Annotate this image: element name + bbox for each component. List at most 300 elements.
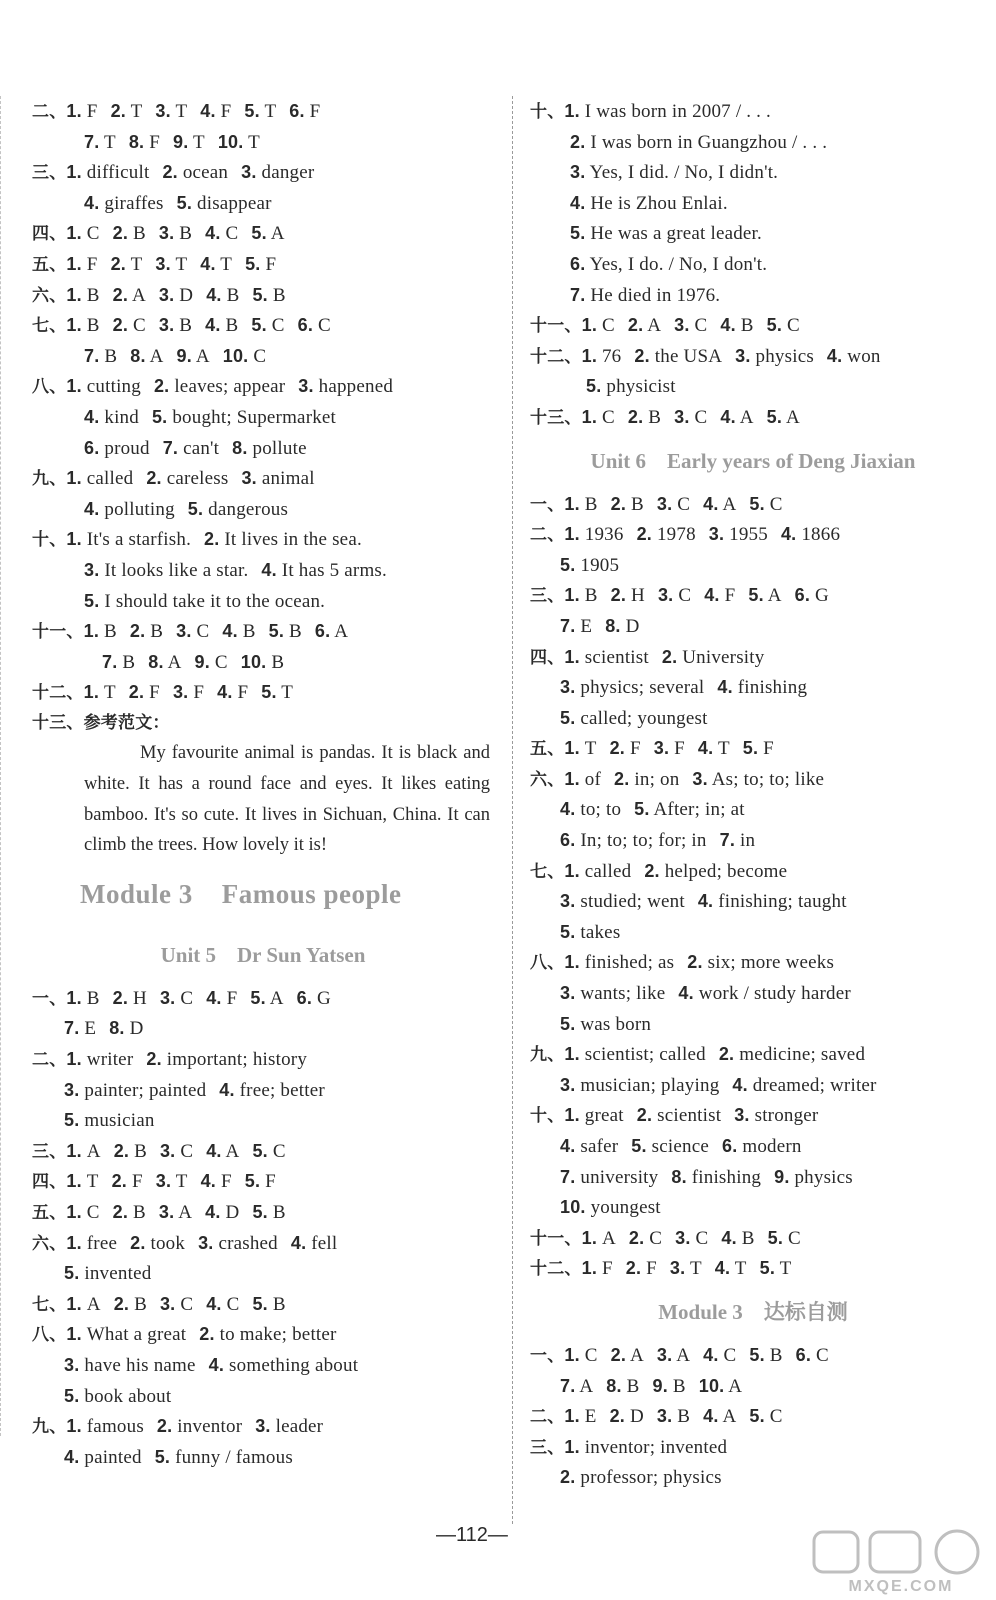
answer-line: [530, 794, 976, 825]
answer-text: dreamed; writer: [752, 1074, 877, 1096]
answer-line: [530, 856, 976, 887]
answer-item: [198, 1233, 278, 1254]
answer-text: A: [178, 1202, 193, 1223]
answer-text: A: [225, 1140, 240, 1162]
answer-item: [244, 101, 276, 122]
unit-heading: Unit 6 Early years of Deng Jiaxian: [590, 448, 916, 473]
answer-text: C: [86, 223, 100, 245]
answer-text: have his name: [84, 1354, 196, 1376]
answer-item: [64, 1110, 155, 1131]
answer-line: [32, 586, 494, 617]
answer-item: [631, 1136, 709, 1157]
question-number: 4.: [200, 101, 216, 121]
answer-line: [32, 555, 494, 586]
answer-text: C: [694, 315, 708, 337]
answer-text: It looks like a star.: [104, 559, 249, 581]
answer-line: [530, 280, 976, 311]
answer-text: C: [584, 1344, 598, 1366]
answer-item: [84, 499, 175, 520]
answer-item: [241, 162, 314, 183]
answer-text: pollute: [252, 437, 307, 459]
answer-text: A: [629, 1344, 644, 1366]
answer-item: [261, 682, 293, 703]
answer-line: [32, 1258, 494, 1289]
answer-item: [560, 1467, 722, 1488]
section-number: 九、: [530, 1045, 565, 1066]
answer-item: [297, 988, 331, 1009]
answer-text: T: [281, 682, 294, 704]
section-number: 十二、: [32, 683, 84, 704]
answer-text: giraffes: [104, 192, 164, 214]
answer-text: F: [309, 101, 321, 122]
answer-item: [564, 1406, 596, 1427]
answer-text: polluting: [104, 498, 175, 520]
answer-line: [32, 524, 494, 555]
answer-text: What a great: [86, 1324, 187, 1346]
question-number: 3.: [674, 406, 690, 427]
question-number: 4.: [205, 1202, 221, 1222]
question-number: 2.: [146, 468, 162, 489]
answer-item: [564, 1044, 705, 1065]
answer-item: [586, 376, 676, 397]
answer-item: [269, 621, 302, 642]
answer-text: to make; better: [219, 1324, 337, 1346]
answer-item: [66, 1294, 100, 1315]
answer-line: [530, 1371, 976, 1402]
question-number: 5.: [749, 1406, 765, 1427]
answer-text: F: [226, 987, 238, 1009]
answer-text: B: [225, 315, 239, 337]
section-number: 九、: [32, 1417, 67, 1438]
answer-line: [530, 580, 976, 611]
answer-item: [560, 922, 620, 943]
question-number: 7.: [560, 1375, 576, 1396]
answer-item: [564, 494, 597, 515]
answer-text: A: [269, 987, 284, 1009]
answer-item: [560, 677, 704, 698]
answer-text: musician; playing: [580, 1074, 720, 1096]
answer-text: C: [677, 493, 691, 515]
question-number: 9.: [173, 131, 189, 152]
question-number: 5.: [252, 1293, 268, 1314]
answer-text: wants; like: [580, 983, 666, 1005]
answer-text: scientist: [584, 646, 649, 668]
answer-item: [564, 101, 771, 122]
answer-line: [32, 249, 494, 280]
question-number: 3.: [84, 559, 100, 580]
answer-text: 1905: [580, 554, 620, 576]
section-number: 五、: [32, 1203, 67, 1223]
answer-text: C: [180, 987, 194, 1009]
answer-text: It has 5 arms.: [281, 559, 387, 581]
answer-text: A: [601, 1227, 616, 1249]
question-number: 6.: [84, 437, 100, 458]
answer-item: [84, 407, 139, 428]
answer-text: C: [694, 406, 708, 428]
answer-text: C: [678, 585, 692, 607]
answer-text: A: [722, 493, 737, 515]
answer-item: [129, 132, 160, 153]
answer-text: G: [814, 585, 829, 607]
question-number: 5.: [64, 1110, 80, 1131]
question-number: 1.: [66, 376, 82, 397]
answer-text: C: [271, 315, 285, 337]
answer-item: [704, 585, 735, 606]
answer-text: professor; physics: [580, 1467, 722, 1489]
question-number: 2.: [129, 621, 146, 642]
answer-item: [670, 1258, 702, 1279]
answer-item: [245, 1171, 276, 1192]
question-number: 2.: [113, 1140, 130, 1161]
question-number: 3.: [159, 1140, 176, 1161]
answer-item: [219, 1080, 325, 1101]
answer-item: [582, 407, 615, 428]
question-number: 4.: [205, 315, 221, 336]
answer-line: [530, 249, 976, 280]
answer-item: [560, 616, 592, 637]
answer-item: [827, 346, 881, 367]
answer-item: [162, 162, 228, 183]
question-number: 8.: [109, 1018, 125, 1039]
answer-text: H: [133, 987, 147, 1009]
answer-text: 1866: [801, 524, 841, 546]
question-number: 3.: [241, 162, 257, 183]
answer-item: [251, 315, 284, 336]
answer-item: [570, 193, 728, 214]
answer-line: [530, 341, 976, 372]
watermark-logo: [812, 1528, 990, 1596]
answer-text: ocean: [182, 162, 229, 184]
answer-item: [66, 315, 99, 336]
answer-item: [114, 1294, 147, 1315]
answer-item: [298, 376, 393, 397]
question-number: 2.: [627, 406, 644, 427]
answer-text: was born: [580, 1013, 652, 1035]
question-number: 1.: [83, 682, 100, 703]
answer-item: [163, 438, 219, 459]
answer-text: T: [104, 131, 116, 153]
question-number: 3.: [692, 768, 708, 789]
answer-text: D: [225, 1202, 240, 1223]
answer-item: [148, 652, 181, 673]
answer-text: crashed: [218, 1232, 278, 1254]
question-number: 4.: [205, 223, 221, 244]
question-number: 4.: [732, 1074, 748, 1095]
answer-line: [32, 1289, 494, 1320]
answer-text: F: [149, 131, 160, 153]
question-number: 4.: [261, 559, 277, 580]
answer-text: B: [226, 284, 240, 306]
answer-line: [530, 1432, 976, 1463]
answer-line: [32, 402, 494, 433]
answer-text: animal: [261, 468, 315, 490]
answer-text: careless: [166, 468, 229, 490]
question-number: 4.: [720, 315, 736, 336]
section-number: 一、: [32, 988, 67, 1009]
answer-line: [32, 157, 494, 188]
answer-item: [173, 132, 205, 153]
answer-line: [32, 647, 494, 678]
answer-item: [113, 315, 146, 336]
answer-line: [32, 1350, 494, 1381]
question-number: 4.: [217, 682, 233, 703]
answer-item: [84, 682, 116, 703]
answer-item: [662, 647, 765, 668]
answer-line: [32, 616, 494, 647]
answer-item: [796, 1345, 829, 1366]
answer-text: A: [131, 284, 146, 306]
answer-item: [720, 315, 753, 336]
answer-text: important; history: [166, 1049, 308, 1071]
answer-text: finished; as: [584, 952, 675, 974]
question-number: 5.: [244, 101, 260, 121]
answer-item: [66, 1202, 99, 1223]
section-number: 五、: [32, 254, 67, 275]
question-number: 4.: [678, 983, 694, 1004]
answer-item: [560, 1136, 618, 1157]
question-number: 7.: [560, 615, 576, 636]
answer-text: F: [220, 101, 232, 122]
question-number: 6.: [314, 621, 331, 642]
question-number: 1.: [564, 1344, 580, 1365]
answer-item: [66, 376, 141, 397]
question-number: 1.: [66, 1049, 82, 1070]
answer-item: [611, 494, 644, 515]
answer-item: [611, 1345, 644, 1366]
question-number: 5.: [252, 1140, 268, 1161]
question-number: 3.: [158, 284, 175, 305]
question-number: 4.: [703, 493, 719, 514]
answer-text: B: [769, 1344, 783, 1366]
answer-text: A: [334, 621, 349, 643]
section-number: 三、: [530, 586, 565, 607]
question-number: 2.: [718, 1044, 735, 1065]
answer-line: [530, 1223, 976, 1254]
answer-item: [570, 285, 720, 306]
answer-item: [199, 1324, 336, 1345]
answer-item: [250, 988, 283, 1009]
question-number: 2.: [110, 101, 126, 121]
answer-text: B: [272, 1293, 286, 1315]
answer-line: [32, 1013, 494, 1044]
answer-text: C: [318, 315, 331, 337]
answer-line: [530, 672, 976, 703]
question-number: 5.: [252, 1202, 268, 1222]
answer-text: C: [601, 315, 615, 337]
section-number: 十一、: [32, 622, 84, 643]
answer-text: B: [741, 1227, 755, 1249]
answer-item: [66, 1141, 100, 1162]
answer-line: [530, 1070, 976, 1101]
svg-text:MXQE.COM: MXQE.COM: [848, 1578, 954, 1595]
question-number: 3.: [657, 585, 674, 606]
section-number: 八、: [530, 953, 565, 974]
answer-item: [217, 682, 248, 703]
answer-item: [717, 677, 807, 698]
answer-item: [657, 1406, 690, 1427]
answer-text: six; more weeks: [707, 952, 835, 974]
question-number: 4.: [200, 253, 216, 274]
question-number: 1.: [66, 253, 82, 274]
answer-item: [84, 621, 117, 642]
answer-item: [564, 1105, 623, 1126]
answer-item: [154, 376, 285, 397]
answer-text: B: [179, 315, 193, 337]
answer-item: [605, 616, 639, 637]
answer-text: dangerous: [208, 498, 289, 520]
question-number: 4.: [208, 1354, 225, 1375]
answer-item: [582, 1258, 613, 1279]
question-number: 7.: [64, 1018, 80, 1039]
answer-text: physics: [794, 1166, 853, 1188]
section-number: 三、: [32, 1141, 67, 1162]
question-number: 5.: [767, 1227, 784, 1248]
answer-text: bought; Supermarket: [172, 406, 337, 428]
answer-line: [32, 1075, 494, 1106]
answer-text: 76: [601, 345, 622, 367]
answer-text: Yes, I do. / No, I don't.: [589, 253, 768, 275]
answer-text: A: [767, 585, 782, 607]
answer-item: [206, 285, 239, 306]
answer-text: scientist: [657, 1105, 722, 1127]
question-number: 4.: [560, 799, 576, 820]
answer-line: [32, 1411, 494, 1442]
question-number: 4.: [697, 891, 714, 912]
answer-item: [629, 1228, 662, 1249]
answer-item: [223, 346, 266, 367]
question-number: 1.: [564, 768, 580, 789]
question-number: 5.: [244, 1171, 261, 1192]
answer-item: [232, 438, 307, 459]
question-number: 5.: [268, 621, 285, 642]
answer-text: B: [134, 1140, 147, 1162]
answer-item: [748, 585, 781, 606]
answer-line: [32, 1105, 494, 1136]
answer-item: [252, 285, 285, 306]
section-number: 二、: [530, 525, 565, 546]
question-number: 8.: [606, 1375, 622, 1396]
question-number: 4.: [721, 1227, 737, 1248]
answer-text: T: [264, 101, 277, 122]
answer-text: A: [167, 651, 182, 673]
answer-item: [560, 555, 619, 576]
answer-item: [206, 1294, 239, 1315]
answer-item: [159, 223, 192, 244]
question-number: 4.: [219, 1079, 235, 1100]
answer-text: T: [130, 101, 143, 122]
answer-text: work / study harder: [698, 983, 851, 1005]
section-label: 参考范文：: [83, 712, 170, 733]
answer-item: [560, 1376, 593, 1397]
answer-line: [32, 1381, 494, 1412]
answer-item: [560, 1014, 651, 1035]
section-number: 一、: [530, 1345, 565, 1366]
column-divider: [512, 96, 514, 1524]
answer-item: [252, 1202, 285, 1223]
answer-item: [84, 438, 150, 459]
answer-text: stronger: [754, 1105, 819, 1127]
answer-line: [32, 280, 494, 311]
answer-line: [530, 310, 976, 341]
answer-item: [252, 1141, 285, 1162]
answer-text: B: [272, 284, 286, 306]
answer-text: F: [265, 253, 277, 275]
answer-text: B: [86, 315, 100, 337]
section-number: 六、: [32, 1233, 67, 1254]
section-number: 四、: [32, 224, 67, 245]
question-number: 1.: [564, 1044, 580, 1065]
question-number: 5.: [759, 1258, 776, 1279]
answer-line: [32, 463, 494, 494]
answer-item: [66, 101, 97, 122]
question-number: 4.: [206, 1140, 222, 1161]
answer-item: [64, 1386, 171, 1407]
answer-text: to; to: [580, 799, 622, 821]
question-number: 5.: [560, 707, 576, 728]
answer-item: [675, 1228, 708, 1249]
question-number: 5.: [631, 1136, 647, 1156]
answer-item: [159, 285, 193, 306]
answer-text: physics; several: [580, 677, 705, 699]
answer-text: B: [272, 1202, 286, 1223]
question-number: 1.: [564, 646, 580, 667]
question-number: 9.: [176, 345, 192, 366]
answer-text: T: [175, 1171, 188, 1193]
section-number: 五、: [530, 739, 565, 760]
section-number: 七、: [530, 861, 565, 882]
answer-item: [201, 1171, 232, 1192]
answer-text: D: [629, 1406, 644, 1428]
answer-item: [564, 585, 597, 606]
question-number: 5.: [64, 1263, 80, 1284]
answer-text: T: [734, 1258, 747, 1280]
answer-item: [261, 560, 387, 581]
answer-item: [112, 1171, 143, 1192]
question-number: 2.: [130, 1232, 146, 1253]
answer-item: [732, 1075, 876, 1096]
question-number: 2.: [199, 1324, 215, 1345]
answer-item: [129, 682, 160, 703]
answer-text: 1955: [729, 524, 768, 546]
question-number: 2.: [627, 315, 644, 336]
answer-item: [130, 621, 163, 642]
answer-line: [32, 1228, 494, 1259]
question-number: 2.: [610, 585, 627, 606]
answer-text: in: [739, 830, 756, 852]
answer-text: I should take it to the ocean.: [104, 590, 326, 612]
answer-item: [206, 1141, 239, 1162]
answer-text: F: [724, 585, 736, 607]
answer-item: [206, 988, 237, 1009]
section-number: 十、: [530, 1106, 565, 1127]
answer-text: painter; painted: [84, 1079, 207, 1101]
answer-item: [644, 861, 787, 882]
question-number: 3.: [570, 162, 586, 183]
answer-item: [774, 1167, 853, 1188]
question-number: 2.: [146, 1049, 162, 1070]
section-number: 七、: [32, 316, 67, 337]
answer-item: [84, 346, 117, 367]
answer-item: [241, 468, 314, 489]
question-number: 1.: [564, 1406, 580, 1427]
question-number: 1.: [66, 1171, 82, 1192]
answer-item: [64, 1080, 206, 1101]
question-number: 6.: [721, 1136, 738, 1156]
question-number: 1.: [66, 315, 82, 336]
answer-item: [222, 621, 255, 642]
answer-line: [32, 341, 494, 372]
question-number: 4.: [560, 1136, 576, 1156]
